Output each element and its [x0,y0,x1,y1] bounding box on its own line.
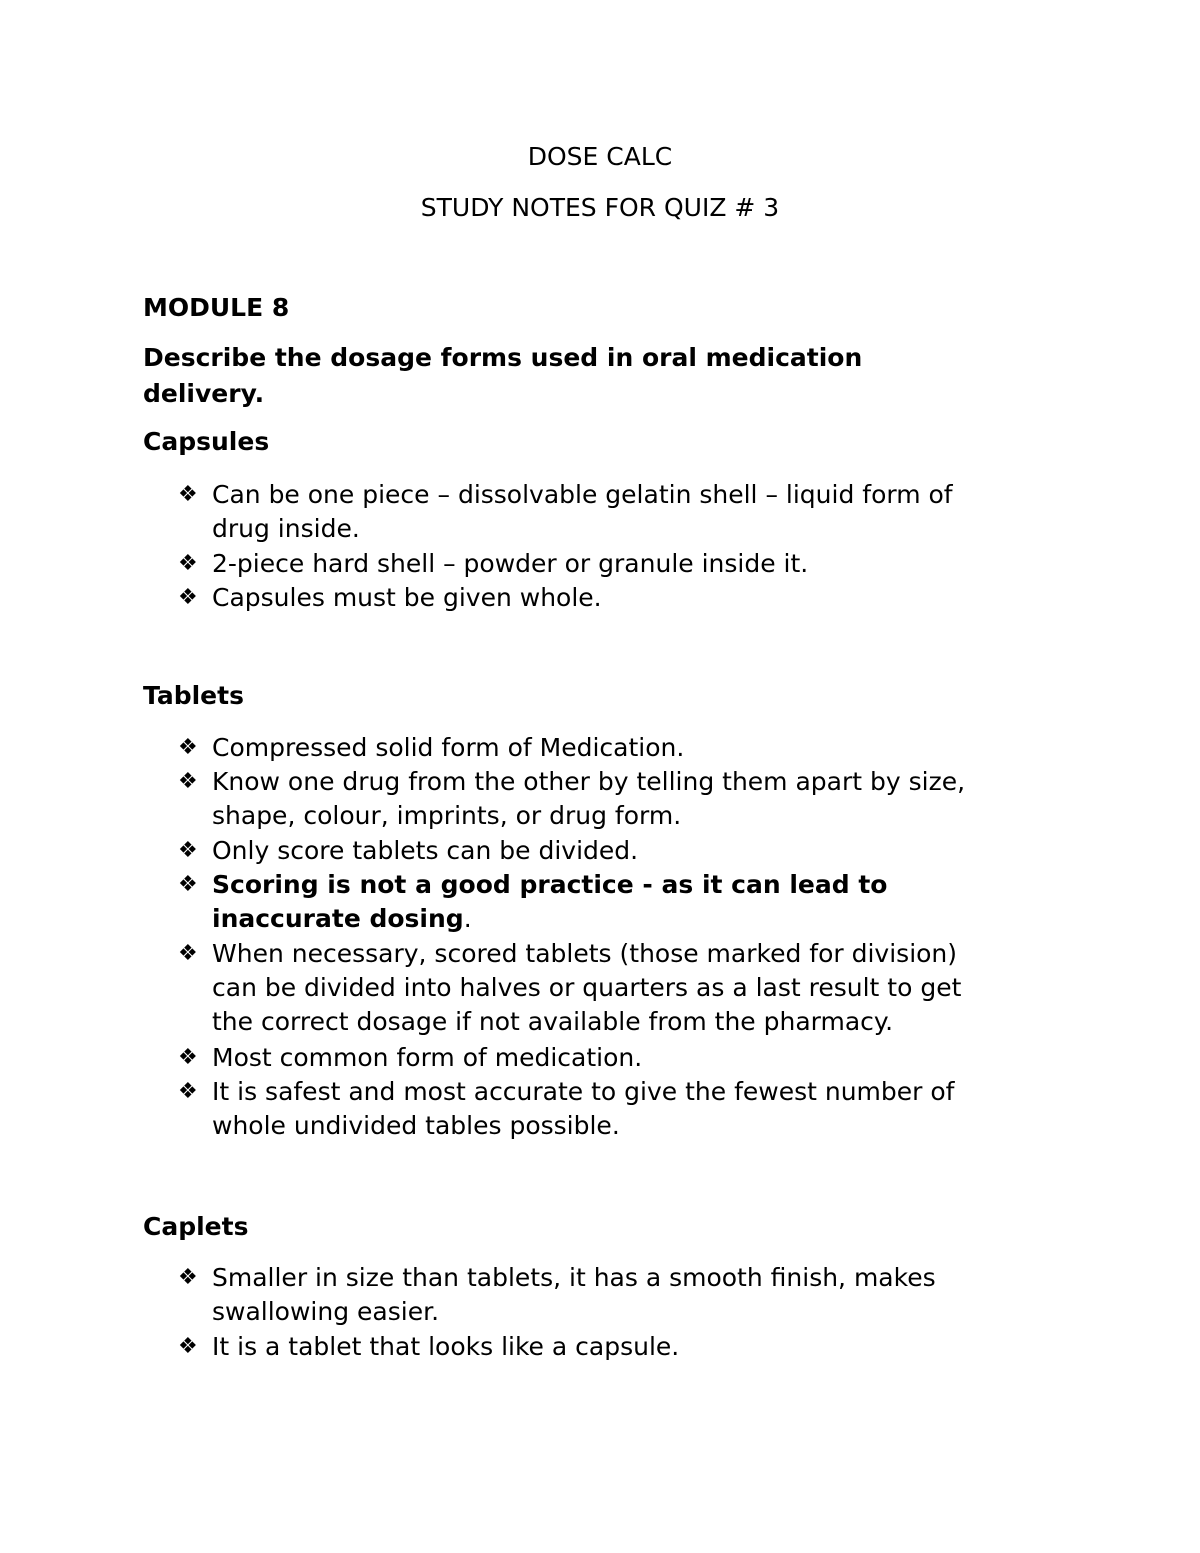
diamond-bullet-icon: ❖ [178,1265,198,1290]
list-item-text: Most common form of medication. [212,1043,643,1072]
list-item-text: Capsules must be given whole. [212,583,602,612]
question-line: Describe the dosage forms used in oral medication [143,343,863,372]
document-title: DOSE CALC [527,142,673,171]
diamond-bullet-icon: ❖ [178,482,198,507]
bold-text: inaccurate dosing [212,904,464,933]
list-item-text: Smaller in size than tablets, it has a smooth finish, makes [212,1263,936,1292]
list-item-text: Can be one piece – dissolvable gelatin shell – liquid form of [212,480,953,509]
diamond-bullet-icon: ❖ [178,872,198,897]
list-item-text-wrap [212,902,1043,936]
list-item-text: drug inside. [212,514,360,543]
question-line: delivery. [143,379,265,408]
diamond-bullet-icon: ❖ [178,941,198,966]
diamond-bullet-icon: ❖ [178,551,198,576]
list-item-text: shape, colour, imprints, or drug form. [212,801,682,830]
list-item [143,1261,1043,1329]
list-item [143,547,1043,581]
list-item-text: Know one drug from the other by telling them apart by size, [212,767,966,796]
list-item [143,765,1043,833]
capsules-list [143,478,1043,618]
section-heading-caplets: Caplets [143,1212,249,1241]
list-item [143,834,1043,868]
list-item [143,731,1043,765]
list-item-text: the correct dosage if not available from the pharmacy. [212,1007,894,1036]
diamond-bullet-icon: ❖ [178,769,198,794]
list-item-text: Scoring is not a good practice - as it can lead to [212,870,888,899]
list-item [143,1075,1043,1143]
list-item-text: It is safest and most accurate to give the fewest number of [212,1077,955,1106]
tablets-list [143,731,1043,1151]
list-item-text: swallowing easier. [212,1297,440,1326]
list-item-text: When necessary, scored tablets (those marked for division) [212,939,958,968]
module-heading: MODULE 8 [143,293,290,322]
diamond-bullet-icon: ❖ [178,1045,198,1070]
list-item [143,581,1043,615]
diamond-bullet-icon: ❖ [178,1334,198,1359]
list-item [143,478,1043,546]
section-heading-capsules: Capsules [143,427,270,456]
list-item-text: can be divided into halves or quarters as a last result to get [212,973,962,1002]
list-item-emphasis [143,868,1043,936]
list-item-text: Compressed solid form of Medication. [212,733,685,762]
punctuation: . [463,904,472,933]
caplets-list [143,1261,1043,1371]
list-item [143,937,1043,1039]
diamond-bullet-icon: ❖ [178,1079,198,1104]
list-item-text: 2-piece hard shell – powder or granule inside it. [212,549,809,578]
list-item-text: It is a tablet that looks like a capsule. [212,1332,680,1361]
diamond-bullet-icon: ❖ [178,735,198,760]
diamond-bullet-icon: ❖ [178,585,198,610]
diamond-bullet-icon: ❖ [178,838,198,863]
list-item [143,1330,1043,1364]
list-item-text: whole undivided tables possible. [212,1111,620,1140]
module-question [143,340,1043,412]
document-subtitle: STUDY NOTES FOR QUIZ # 3 [420,193,780,222]
list-item [143,1041,1043,1075]
list-item-text: Only score tablets can be divided. [212,836,639,865]
section-heading-tablets: Tablets [143,681,244,710]
